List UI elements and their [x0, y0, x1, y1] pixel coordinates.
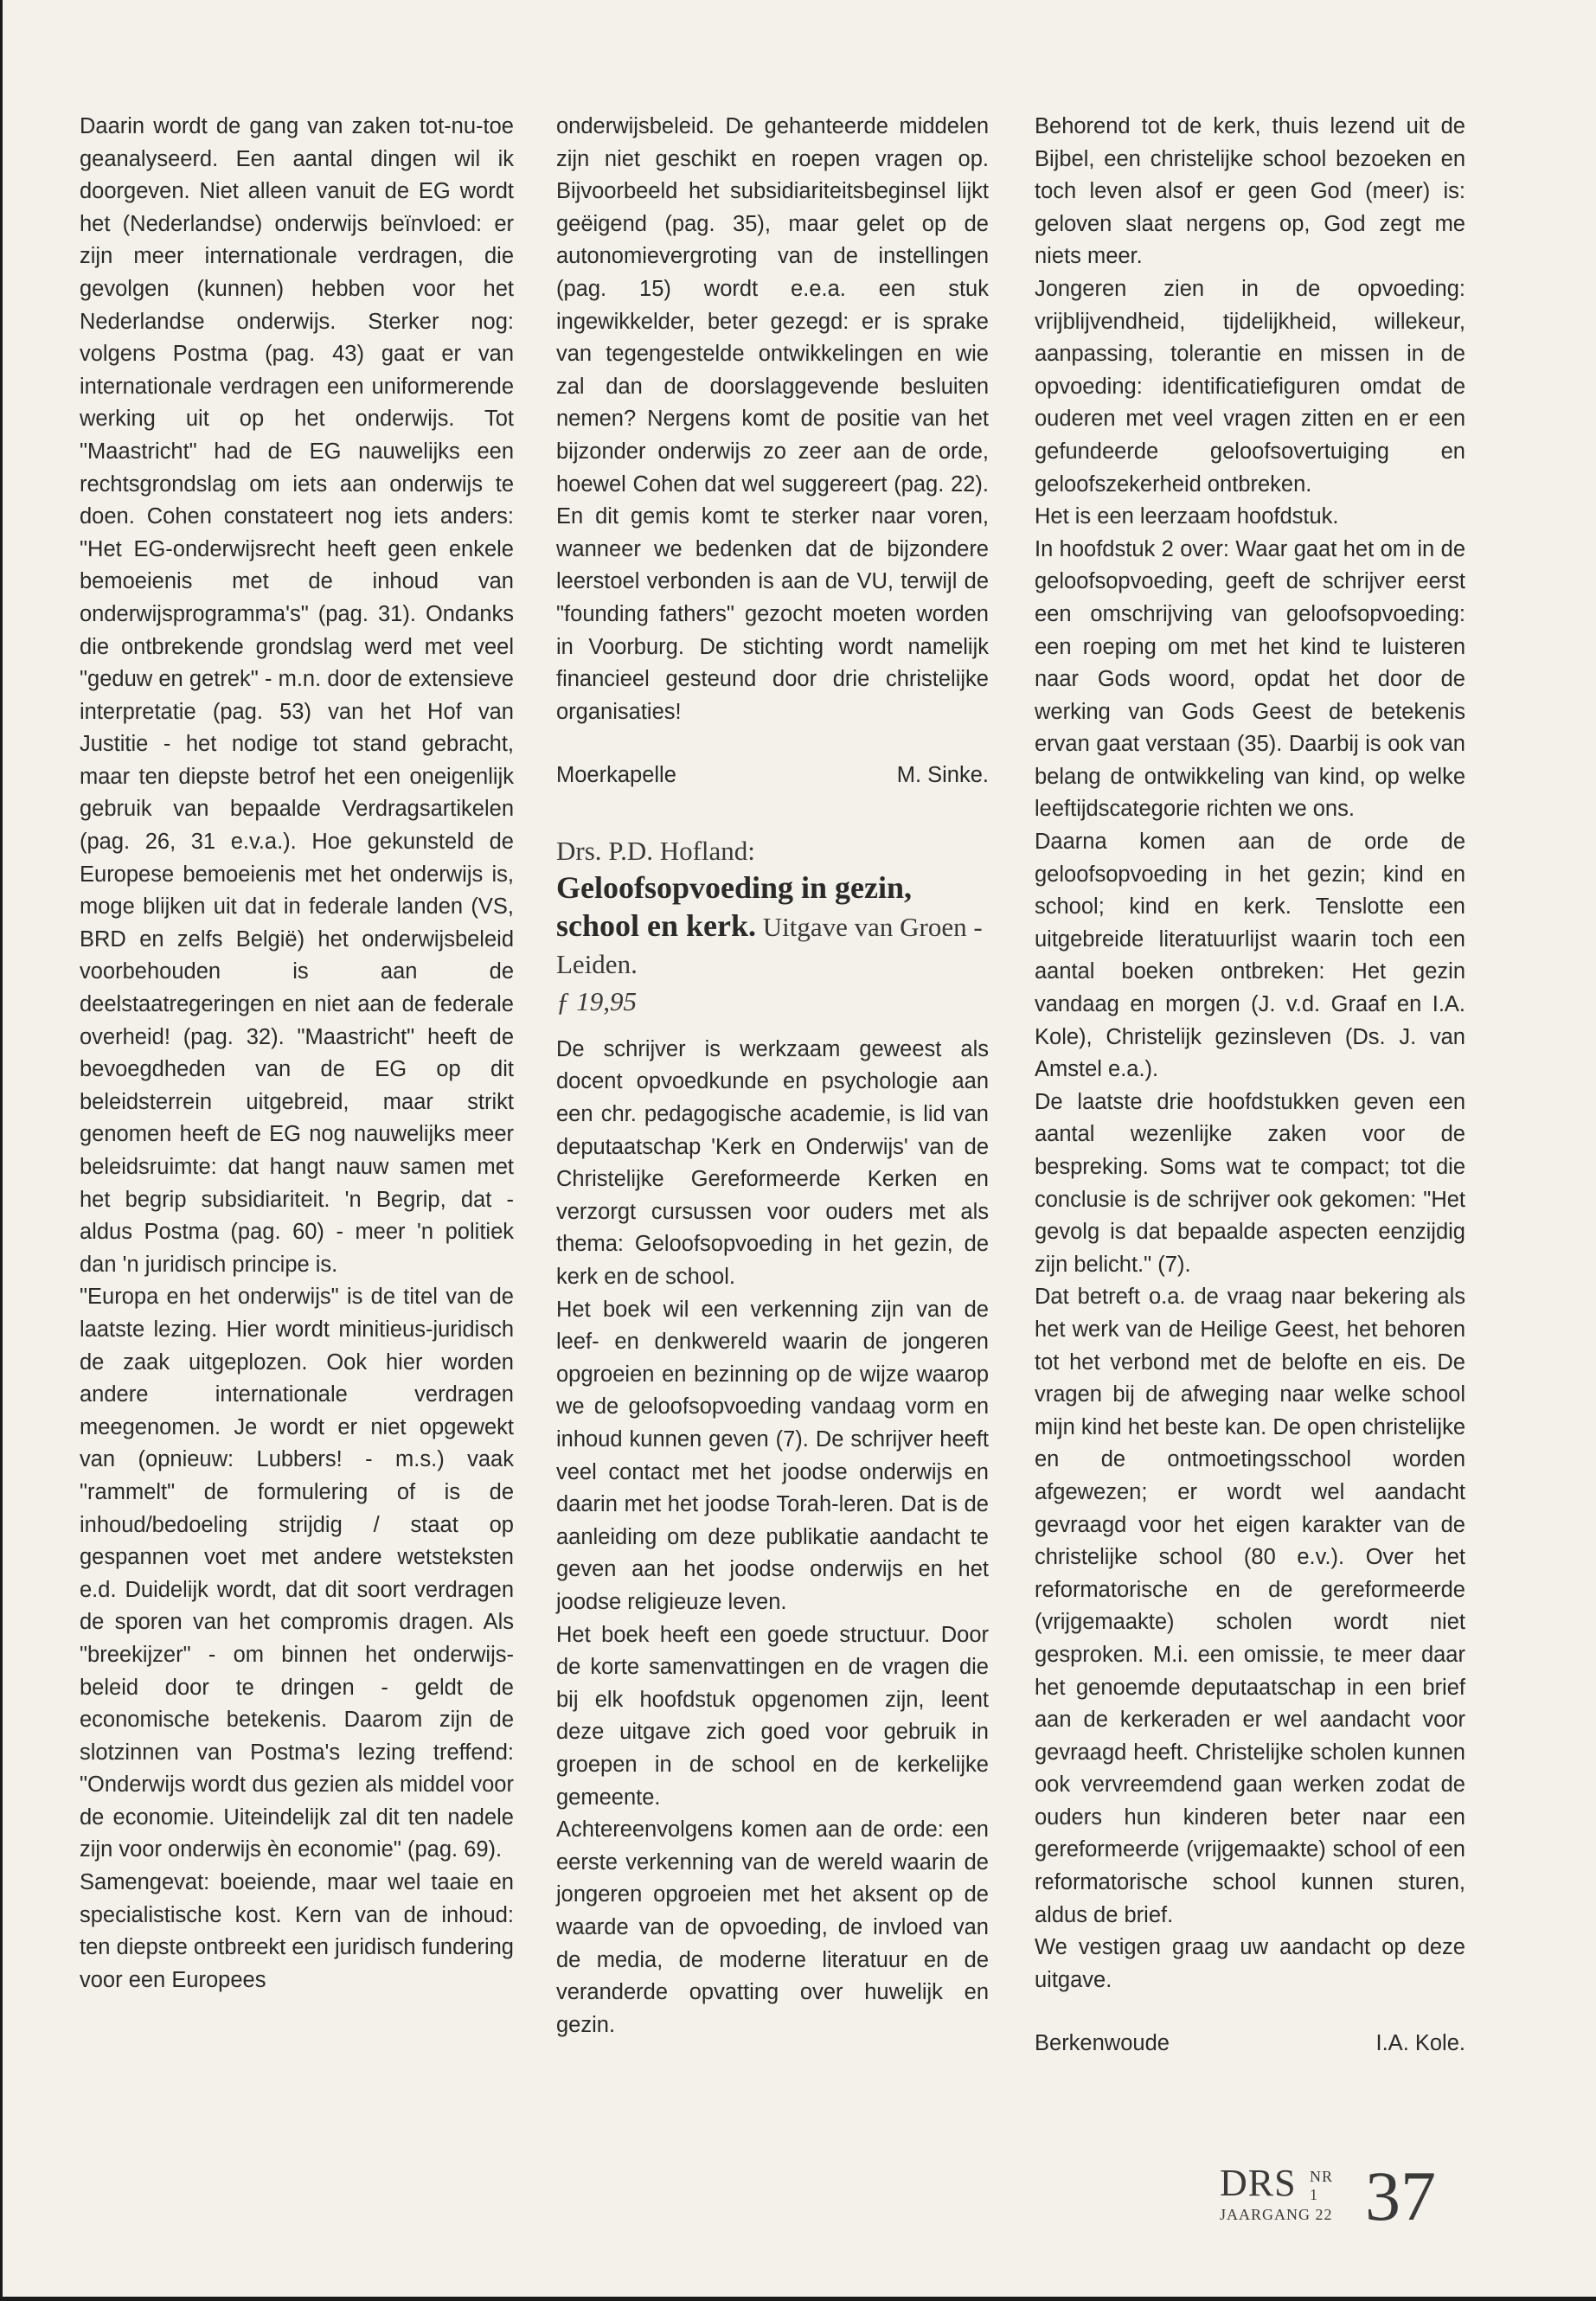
column-left	[80, 111, 514, 1997]
review-author: Drs. P.D. Hofland:	[556, 835, 755, 866]
paragraph: onderwijsbeleid. De gehanteerde middelen zijn niet geschikt en roepen vragen op. Bijvoorbeeld het subsidiariteitsbeginsel lijkt geëigend (pag. 35), maar gelet op de autonomievergroting van de instellingen (pag. 15) wordt e.e.a. een stuk ingewikkelder, beter gezegd: er is sprake van tegengestelde ontwikkelingen en wie zal dan de doorslaggevende besluiten nemen? Nergens komt de positie van het bijzonder onderwijs zo zeer aan de orde, hoewel Cohen dat wel suggereert (pag. 22). En dit gemis komt te sterker naar voren, wanneer we bedenken dat de bijzondere leerstoel verbonden is aan de VU, terwijl de "founding fathers" gezocht moeten worden in Voorburg. De stichting wordt namelijk financieel gesteund door drie christelijke organisaties!	[556, 114, 989, 724]
issue-number: NR 1	[1310, 2168, 1334, 2203]
paragraph: Het boek wil een verkenning zijn van de leef- en denkwereld waarin de jongeren opgroeien en bezinning op de wijze waarop we de geloofsopvoeding vandaag vorm en inhoud kunnen geven (7). De schrijver heeft veel contact met het joodse onderwijs en daarin met het joodse Torah-leren. Dat is de aanleiding om deze publikatie aandacht te geven aan het joodse onderwijs en het joodse religieuze leven.	[556, 1297, 989, 1614]
paragraph: In hoofdstuk 2 over: Waar gaat het om in de geloofsopvoeding, geeft de schrijver eerst een omschrijving van geloofsopvoeding: een roeping om met het kind te luisteren naar Gods woord, opdat het door de werking van Gods Geest de betekenis ervan gaat verstaan (35). Daarbij is ook van belang de ontwikkeling van kind, op welke leeftijdscategorie richten we ons.	[1035, 536, 1465, 822]
paragraph: Het boek heeft een goede structuur. Door de korte samenvattingen en de vragen die bij elk hoofdstuk opgenomen zijn, leent deze uitgave zich goed voor gebruik in groepen in de school en de kerkelijke gemeente.	[556, 1622, 989, 1810]
book-publisher: Uitgave van Groen - Leiden.	[556, 911, 983, 979]
paragraph: Daarin wordt de gang van zaken tot-nu-toe geanalyseerd. Een aantal dingen wil ik doorgeven. Niet alleen vanuit de EG wordt het (Nederlandse) onderwijs beïnvloed: er zijn meer internationale verdragen, die gevolgen (kunnen) hebben voor het Nederlandse onderwijs. Sterker nog: volgens Postma (pag. 43) gaat er van internationale verdragen een uniformerende werking uit op het onderwijs. Tot "Maastricht" had de EG nauwelijks een rechtsgrondslag om iets aan onderwijs te doen. Cohen constateert nog iets anders: "Het EG-onderwijsrecht heeft geen enkele bemoeienis met de inhoud van onderwijsprogramma's" (pag. 31). Ondanks die ontbrekende grondslag werd met veel "geduw en getrek" - m.n. door de extensieve interpretatie (pag. 53) van het Hof van Justitie - het nodige tot stand gebracht, maar ten diepste betrof het een oneigenlijk gebruik van bepaalde Verdragsartikelen (pag. 26, 31 e.v.a.). Hoe gekunsteld de Europese bemoeienis met het onderwijs is, moge blijken uit dat in federale landen (VS, BRD en zelfs België) het onderwijsbeleid voorbehouden is aan de deelstaatregeringen en niet aan de federale overheid! (pag. 32). "Maastricht" heeft de bevoegdheden van de EG op dit beleidsterrein uitgebreid, maar strikt genomen heeft de EG nog nauwelijks meer beleidsruimte: dat hangt nauw samen met het begrip subsidiariteit. 'n Begrip, dat - aldus Postma (pag. 60) - meer 'n politiek dan 'n juridisch principe is.	[80, 114, 514, 1277]
book-price: ƒ 19,95	[556, 985, 637, 1016]
review-signature	[1035, 2028, 1465, 2061]
column-right	[1035, 111, 1465, 2061]
volume-label: JAARGANG 22	[1220, 2206, 1333, 2223]
paragraph: We vestigen graag uw aandacht op deze uitgave.	[1035, 1935, 1465, 1992]
paragraph: "Europa en het onderwijs" is de titel van de laatste lezing. Hier wordt minitieus-juridisch de zaak uitgeplozen. Ook hier worden andere internationale verdragen meegenomen. Je wordt er niet opgewekt van (opnieuw: Lubbers! - m.s.) vaak "rammelt" de formulering of is de inhoud/bedoeling strijdig / staat op gespannen voet met andere wetsteksten e.d. Duidelijk wordt, dat dit soort verdragen de sporen van het compromis dragen. Als "breekijzer" - om binnen het onderwijs-beleid door te dringen - geldt de economische betekenis. Daarom zijn de slotzinnen van Postma's lezing treffend: "Onderwijs wordt dus gezien als middel voor de economie. Uiteindelijk zal dit ten nadele zijn voor onderwijs èn economie" (pag. 69).	[80, 1285, 514, 1862]
magazine-name: DRS	[1220, 2162, 1297, 2204]
paragraph: Daarna komen aan de orde de geloofsopvoeding in het gezin; kind en school; kind en kerk. Tenslotte een uitgebreide literatuurlijst waarin toch een aantal boeken ontbreken: Het gezin vandaag en morgen (J. v.d. Graaf en I.A. Kole), Christelijk gezinsleven (Ds. J. van Amstel e.a.).	[1035, 830, 1465, 1082]
paragraph: Behorend tot de kerk, thuis lezend uit de Bijbel, een christelijke school bezoeken en toch leven alsof er geen God (meer) is: geloven slaat nergens op, God zegt me niets meer.	[1035, 114, 1465, 269]
paragraph: De schrijver is werkzaam geweest als docent opvoedkunde en psychologie aan een chr. pedagogische academie, is lid van deputaatschap 'Kerk en Onderwijs' van de Christelijke Gereformeerde Kerken en verzorgt cursussen voor ouders met als thema: Geloofsopvoeding in het gezin, de kerk en de school.	[556, 1036, 989, 1290]
book-title: Geloofsopvoeding in gezin, school en kerk.	[556, 869, 913, 943]
paragraph: Dat betreft o.a. de vraag naar bekering als het werk van de Heilige Geest, het behoren tot het verbond met de belofte en eis. De vragen bij de afweging naar welke school mijn kind het beste kan. De open christelijke en de ontmoetingsschool worden afgewezen; er wordt wel aandacht gevraagd voor het eigen karakter van de christelijke school (80 e.v.). Over het reformatorische en de gereformeerde (vrijgemaakte) scholen wordt niet gesproken. M.i. een omissie, te meer daar het genoemde deputaatschap in een brief aan de kerkeraden er wel aandacht voor gevraagd heeft. Christelijke scholen kunnen ook vervreemdend gaan werken zodat de ouders hun kinderen beter naar een gereformeerde (vrijgemaakte) school of een reformatorische school kunnen sturen, aldus de brief.	[1035, 1285, 1465, 1927]
review-heading	[556, 832, 989, 1020]
page-number: 37	[1365, 2157, 1436, 2235]
paragraph: Het is een leerzaam hoofdstuk.	[1035, 504, 1339, 529]
paragraph: Jongeren zien in de opvoeding: vrijblijvendheid, tijdelijkheid, willekeur, aanpassing, tolerantie en missen in de opvoeding: identificatiefiguren omdat de ouderen met veel vragen zitten en er een gefundeerde geloofsovertuiging en geloofszekerheid ontbreken.	[1035, 276, 1465, 497]
paragraph: Achtereenvolgens komen aan de orde: een eerste verkenning van de wereld waarin de jongeren opgroeien met het aksent op de waarde van de opvoeding, de invloed van de media, de moderne literatuur en de veranderde opvatting over huwelijk en gezin.	[556, 1817, 989, 2037]
signature-place: Berkenwoude	[1035, 2031, 1170, 2056]
review-signature	[556, 760, 989, 792]
signature-author: M. Sinke.	[896, 763, 989, 788]
paragraph: Samengevat: boeiende, maar wel taaie en specialistische kost. Kern van de inhoud: ten diepste ontbreekt een juridisch fundering voor een Europees	[80, 1870, 514, 1992]
column-middle	[556, 111, 989, 2041]
signature-author: I.A. Kole.	[1375, 2031, 1465, 2056]
signature-place: Moerkapelle	[556, 763, 676, 788]
paragraph: De laatste drie hoofdstukken geven een aantal wezenlijke zaken voor de bespreking. Soms wat te compact; tot die conclusie is de schrijver ook gekomen: "Het gevolg is dat bepaalde aspecten eenzijdig zijn belicht." (7).	[1035, 1089, 1465, 1277]
